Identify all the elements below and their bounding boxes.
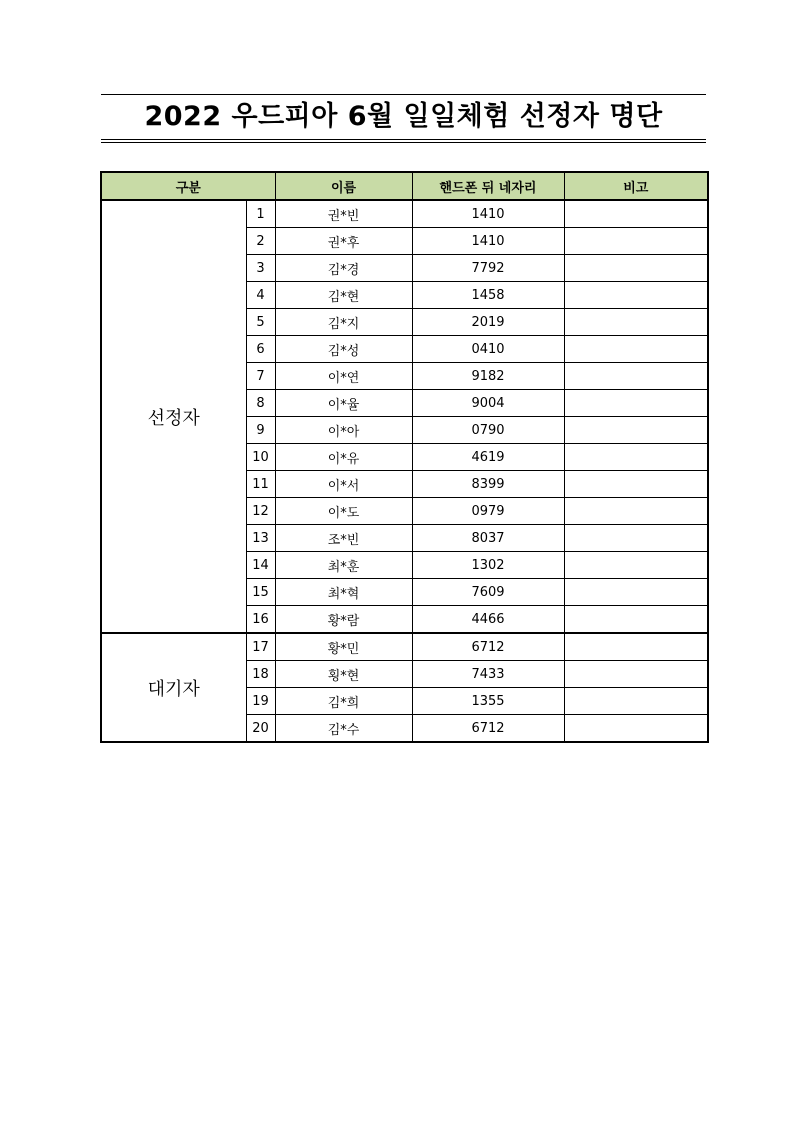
row-note — [564, 471, 708, 498]
row-note — [564, 688, 708, 715]
row-number: 18 — [246, 661, 275, 688]
row-name: 김*성 — [275, 336, 412, 363]
roster-table — [100, 171, 709, 743]
table-row — [101, 200, 708, 228]
row-name: 권*후 — [275, 228, 412, 255]
row-phone: 0410 — [412, 336, 564, 363]
row-phone: 7609 — [412, 579, 564, 606]
title-rule-bottom-double — [101, 142, 706, 143]
row-note — [564, 444, 708, 471]
row-number: 16 — [246, 606, 275, 634]
row-note — [564, 336, 708, 363]
group-label-waitlist: 대기자 — [101, 633, 246, 742]
page-title: 2022 우드피아 6월 일일체험 선정자 명단 — [144, 101, 663, 132]
row-name: 최*훈 — [275, 552, 412, 579]
row-phone: 8399 — [412, 471, 564, 498]
row-number: 10 — [246, 444, 275, 471]
row-number: 19 — [246, 688, 275, 715]
row-note — [564, 525, 708, 552]
row-number: 5 — [246, 309, 275, 336]
row-number: 8 — [246, 390, 275, 417]
row-number: 1 — [246, 200, 275, 228]
title-rule-bottom — [101, 139, 706, 140]
row-name: 김*경 — [275, 255, 412, 282]
row-phone: 1458 — [412, 282, 564, 309]
row-number: 12 — [246, 498, 275, 525]
row-phone: 7433 — [412, 661, 564, 688]
row-number: 4 — [246, 282, 275, 309]
row-number: 15 — [246, 579, 275, 606]
row-number: 6 — [246, 336, 275, 363]
group-label-selected: 선정자 — [101, 200, 246, 633]
row-number: 7 — [246, 363, 275, 390]
title-block — [101, 94, 706, 143]
row-phone: 1302 — [412, 552, 564, 579]
row-phone: 0790 — [412, 417, 564, 444]
row-number: 9 — [246, 417, 275, 444]
row-name: 이*유 — [275, 444, 412, 471]
row-note — [564, 363, 708, 390]
row-phone: 4619 — [412, 444, 564, 471]
row-phone: 1410 — [412, 200, 564, 228]
row-note — [564, 309, 708, 336]
header-name: 이름 — [275, 172, 412, 200]
row-phone: 0979 — [412, 498, 564, 525]
row-number: 14 — [246, 552, 275, 579]
row-phone: 6712 — [412, 633, 564, 661]
row-phone: 6712 — [412, 715, 564, 743]
row-note — [564, 715, 708, 743]
row-phone: 9182 — [412, 363, 564, 390]
row-name: 황*민 — [275, 633, 412, 661]
row-name: 황*람 — [275, 606, 412, 634]
row-number: 17 — [246, 633, 275, 661]
row-name: 김*현 — [275, 282, 412, 309]
row-name: 이*서 — [275, 471, 412, 498]
row-phone: 9004 — [412, 390, 564, 417]
row-phone: 8037 — [412, 525, 564, 552]
table-row — [101, 633, 708, 661]
row-note — [564, 255, 708, 282]
row-note — [564, 633, 708, 661]
row-name: 이*아 — [275, 417, 412, 444]
row-note — [564, 579, 708, 606]
row-name: 김*희 — [275, 688, 412, 715]
row-name: 이*연 — [275, 363, 412, 390]
row-note — [564, 228, 708, 255]
row-note — [564, 417, 708, 444]
row-phone: 4466 — [412, 606, 564, 634]
row-note — [564, 282, 708, 309]
row-phone: 7792 — [412, 255, 564, 282]
row-name: 이*율 — [275, 390, 412, 417]
header-row — [101, 172, 708, 200]
row-name: 권*빈 — [275, 200, 412, 228]
row-name: 이*도 — [275, 498, 412, 525]
row-name: 조*빈 — [275, 525, 412, 552]
row-number: 13 — [246, 525, 275, 552]
row-name: 최*혁 — [275, 579, 412, 606]
row-name: 김*지 — [275, 309, 412, 336]
row-note — [564, 606, 708, 634]
header-note: 비고 — [564, 172, 708, 200]
row-note — [564, 498, 708, 525]
row-number: 3 — [246, 255, 275, 282]
row-name: 횡*현 — [275, 661, 412, 688]
row-number: 2 — [246, 228, 275, 255]
row-number: 20 — [246, 715, 275, 743]
header-phone: 핸드폰 뒤 네자리 — [412, 172, 564, 200]
header-category: 구분 — [101, 172, 275, 200]
row-note — [564, 552, 708, 579]
row-note — [564, 661, 708, 688]
row-phone: 2019 — [412, 309, 564, 336]
row-phone: 1410 — [412, 228, 564, 255]
row-name: 김*수 — [275, 715, 412, 743]
row-note — [564, 200, 708, 228]
row-phone: 1355 — [412, 688, 564, 715]
row-number: 11 — [246, 471, 275, 498]
row-note — [564, 390, 708, 417]
